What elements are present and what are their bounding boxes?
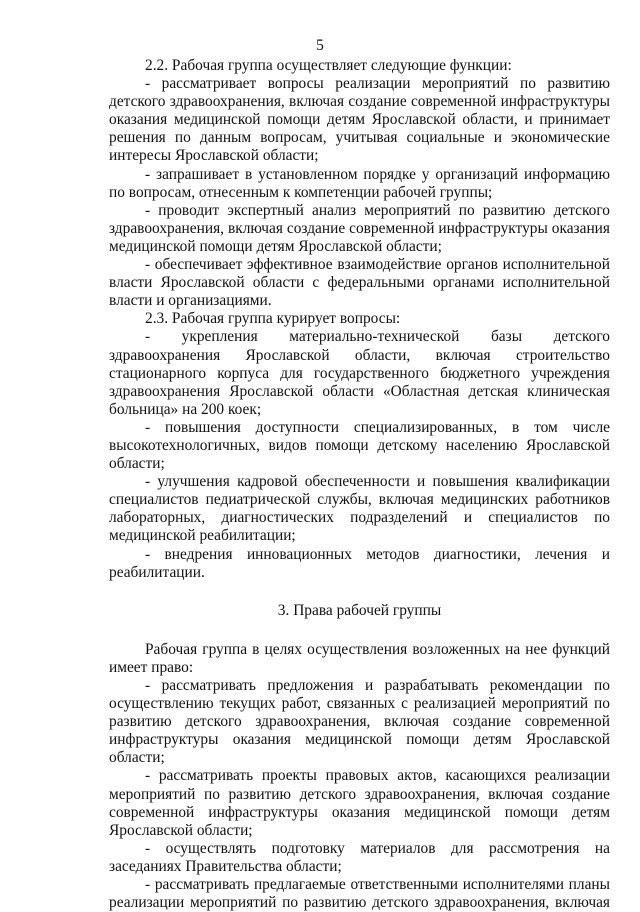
section-3-intro: Рабочая группа в целях осуществления возложенных на нее функций имеет право: [109, 640, 610, 676]
list-item: - обеспечивает эффективное взаимодействие органов исполнительной власти Ярославской области с федеральными органами исполнительной власти и организациями. [109, 256, 610, 310]
list-item: - повышения доступности специализированных, в том числе высокотехнологичных, видов помощи детскому населению Ярославской области; [109, 418, 610, 473]
list-item: - рассматривает вопросы реализации мероприятий по развитию детского здравоохранения, включая создание современной инфраструктуры оказания медицинской помощи детям Ярославской области, и принимает решения по данным вопросам, учитывая социальные и экономические интересы Ярославской области; [109, 75, 610, 165]
list-item: - внедрения инновационных методов диагностики, лечения и реабилитации. [109, 545, 610, 581]
list-item: - улучшения кадровой обеспеченности и повышения квалификации специалистов педиатрической службы, включая медицинских работников лабораторных, диагностических подразделений и специалистов по медицинской реабилитации; [109, 473, 610, 545]
list-item: - проводит экспертный анализ мероприятий по развитию детского здравоохранения, включая создание современной инфраструктуры оказания медицинской помощи детям Ярославской области; [109, 201, 610, 255]
page-number: 5 [316, 37, 324, 54]
document-body [109, 57, 610, 912]
list-item: - рассматривать предлагаемые ответственными исполнителями планы реализации мероприятий по развитию детского здравоохранения, включая [109, 876, 610, 912]
paragraph-2-2: 2.2. Рабочая группа осуществляет следующие функции: [145, 57, 512, 74]
list-item: - запрашивает в установленном порядке у организаций информацию по вопросам, отнесенным к компетенции рабочей группы; [109, 165, 610, 201]
list-item: - укрепления материально-технической базы детского здравоохранения Ярославской области, включая строительство стационарного корпуса для государственного бюджетного учреждения здравоохранения Ярославской области «Областная детская клиническая больница» на 200 коек; [109, 328, 610, 418]
paragraph-2-3: 2.3. Рабочая группа курирует вопросы: [145, 310, 401, 328]
list-item: - рассматривать проекты правовых актов, касающихся реализации мероприятий по развитию детского здравоохранения, включая создание современной инфраструктуры оказания медицинской помощи детям Ярославской области; [109, 767, 610, 839]
list-item: - осуществлять подготовку материалов для рассмотрения на заседаниях Правительства области; [109, 839, 610, 875]
list-item: - рассматривать предложения и разрабатывать рекомендации по осуществлению текущих работ, связанных с реализацией мероприятий по развитию детского здравоохранения, включая создание современной инфраструктуры оказания медицинской помощи детям Ярославской области; [109, 677, 610, 767]
section-3-heading: 3. Права рабочей группы [277, 601, 442, 619]
